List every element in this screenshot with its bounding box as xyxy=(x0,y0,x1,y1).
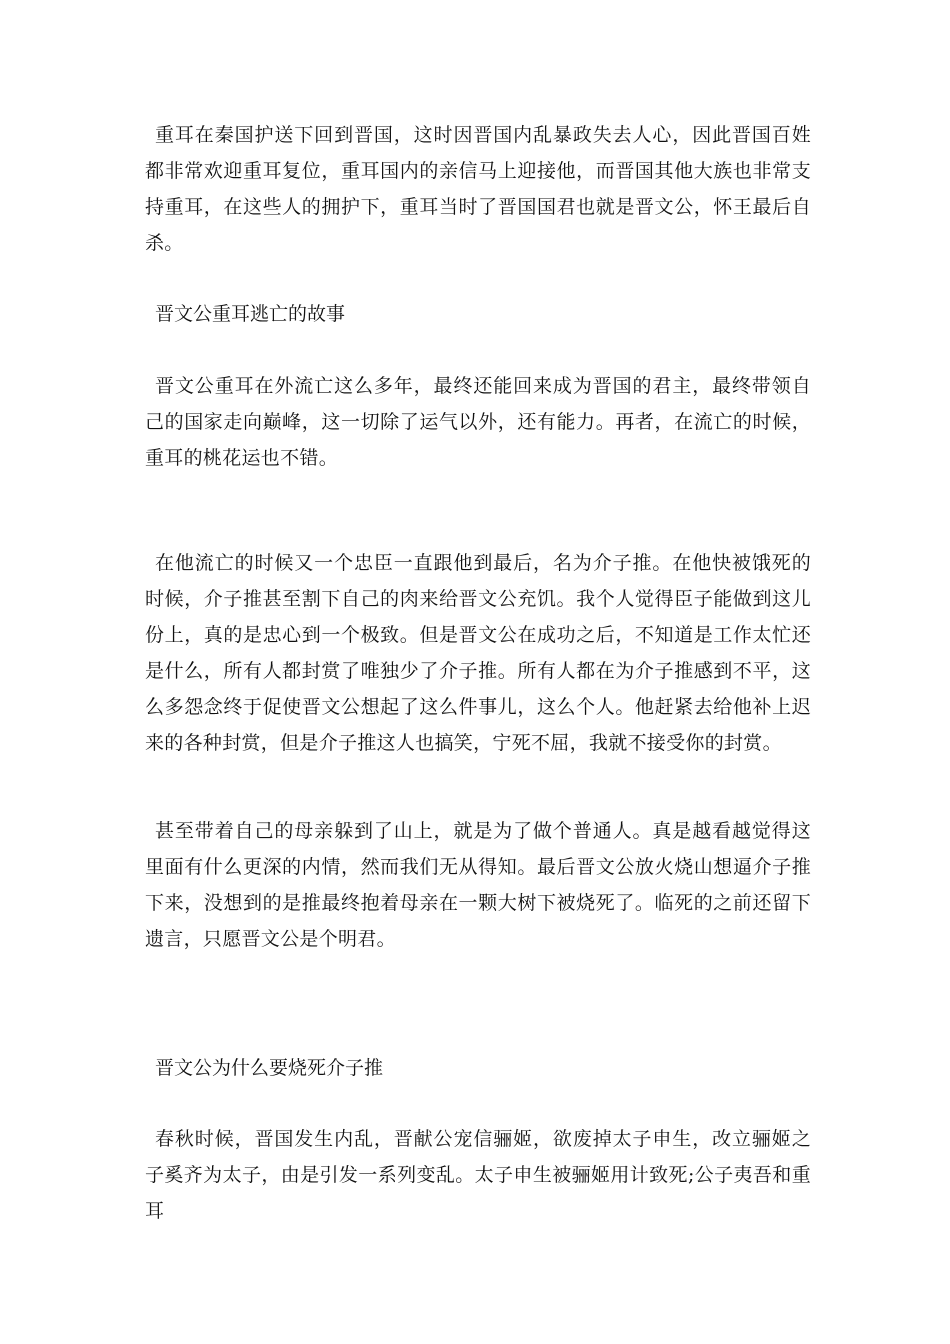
section-heading-exile-story: 晋文公重耳逃亡的故事 xyxy=(155,303,346,325)
section-heading-why-burn: 晋文公为什么要烧死介子推 xyxy=(155,1057,384,1079)
paragraph-exile-intro: 晋文公重耳在外流亡这么多年，最终还能回来成为晋国的君主，最终带领自己的国家走向巅峰，这一切除了运气以外，还有能力。再者，在流亡的时候，重耳的桃花运也不错。 xyxy=(145,375,811,469)
paragraph-spring-autumn: 春秋时候，晋国发生内乱，晋献公宠信骊姬，欲废掉太子申生，改立骊姬之子奚齐为太子，由是引发一系列变乱。太子申生被骊姬用计致死;公子夷吾和重耳 xyxy=(145,1128,811,1222)
paragraph-mountain-fire: 甚至带着自己的母亲躲到了山上，就是为了做个普通人。真是越看越觉得这里面有什么更深的内情，然而我们无从得知。最后晋文公放火烧山想逼介子推下来，没想到的是推最终抱着母亲在一颗大树下被烧死了。临死的之前还留下遗言，只愿晋文公是个明君。 xyxy=(145,820,811,950)
paragraph-return-to-jin: 重耳在秦国护送下回到晋国，这时因晋国内乱暴政失去人心，因此晋国百姓都非常欢迎重耳复位，重耳国内的亲信马上迎接他，而晋国其他大族也非常支持重耳，在这些人的拥护下，重耳当时了晋国国君也就是晋文公，怀王最后自杀。 xyxy=(145,124,811,254)
paragraph-jie-zitui-loyalty: 在他流亡的时候又一个忠臣一直跟他到最后，名为介子推。在他快被饿死的时候，介子推甚至割下自己的肉来给晋文公充饥。我个人觉得臣子能做到这儿份上，真的是忠心到一个极致。但是晋文公在成功之后，不知道是工作太忙还是什么，所有人都封赏了唯独少了介子推。所有人都在为介子推感到不平，这么多怨念终于促使晋文公想起了这么件事儿，这么个人。他赶紧去给他补上迟来的各种封赏，但是介子推这人也搞笑，宁死不屈，我就不接受你的封赏。 xyxy=(145,552,811,754)
